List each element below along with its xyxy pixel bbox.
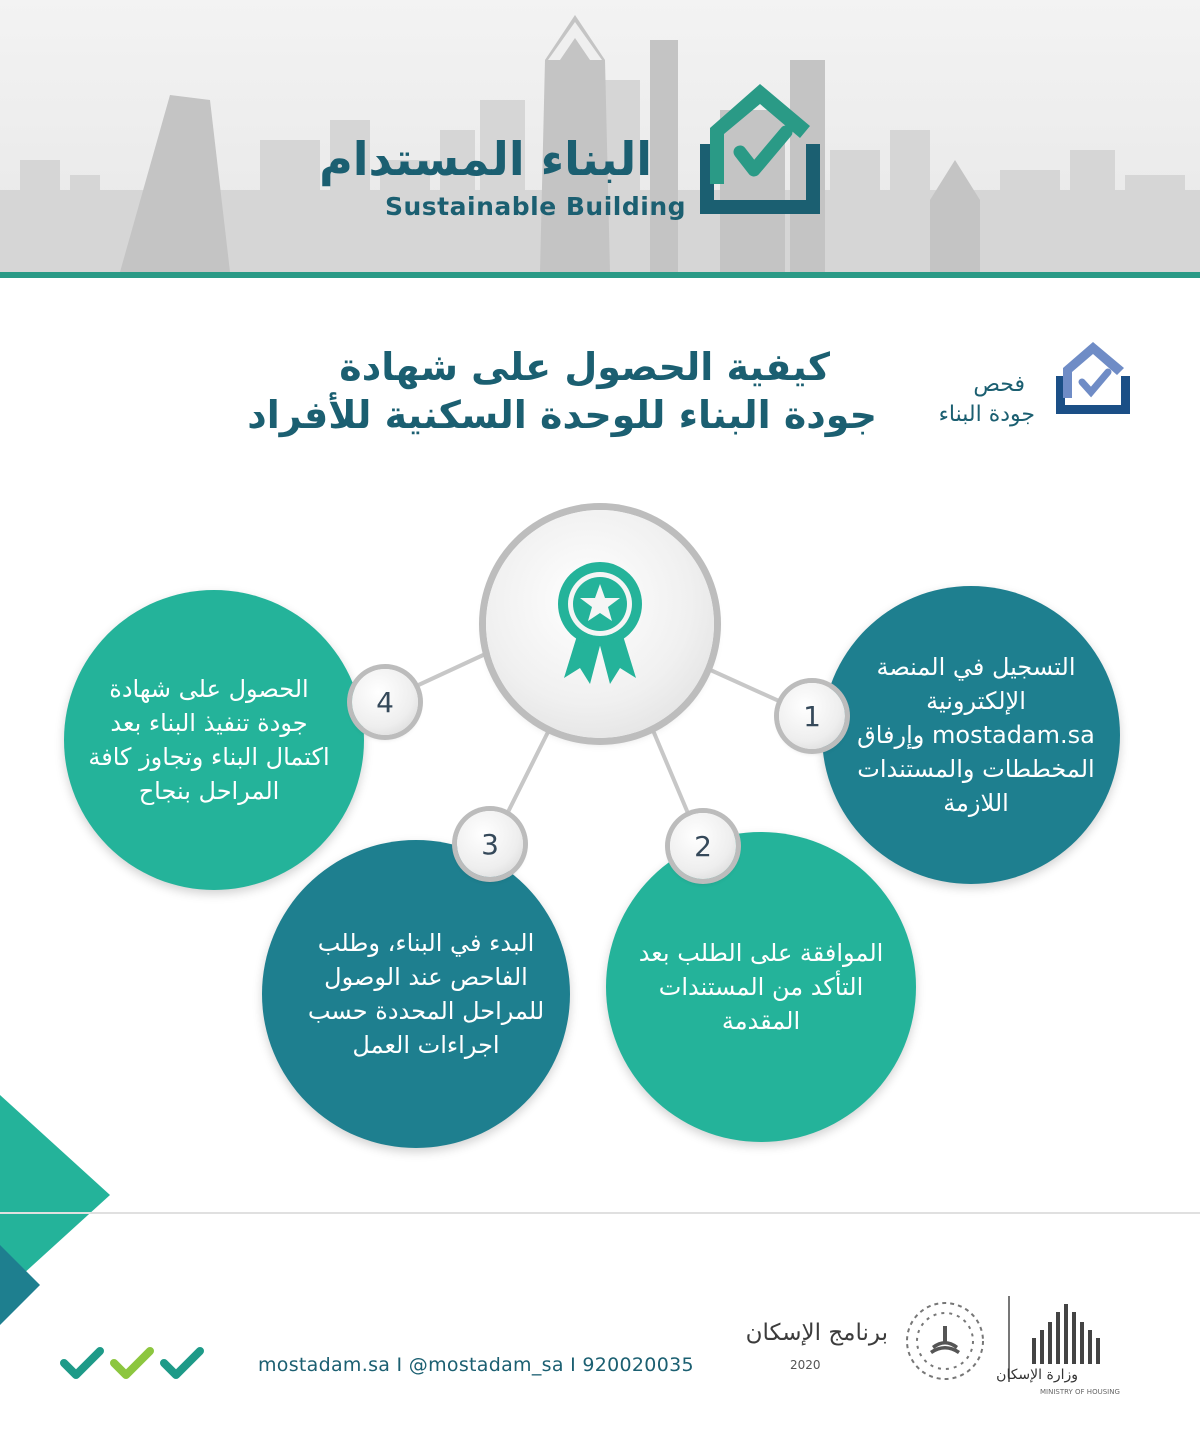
ministry-name-arabic: وزارة الإسكان [996,1367,1078,1383]
step-4-circle [64,590,364,890]
step-1-circle [822,586,1120,884]
award-ribbon-icon [550,556,650,686]
step-1-text: التسجيل في المنصة الإلكترونية mostadam.sa وإرفاق المخططات والمستندات اللازمة [857,653,1095,817]
ministry-logo-icon [1022,1298,1112,1368]
ministry-name-english: MINISTRY OF HOUSING [1040,1388,1120,1396]
step-1-number-badge: 1 [779,683,845,749]
checkmark-icon [164,1351,200,1375]
center-award-circle [486,510,714,738]
brand-name-arabic: البناء المستدام [319,132,652,186]
step-4-number-badge: 4 [352,669,418,735]
step-2-text: الموافقة على الطلب بعد التأكد من المستندات المقدمة [638,939,884,1035]
step-2-number-badge: 2 [670,813,736,879]
check-logo-label-line2: جودة البناء [938,402,1035,427]
page-title-line2: جودة البناء للوحدة السكنية للأفراد [247,393,877,437]
page-title-line1: كيفية الحصول على شهادة [339,345,830,389]
contact-info: mostadam.sa I @mostadam_sa I 920020035 [258,1354,694,1376]
checkmarks-decoration [60,1343,210,1383]
footer-divider [0,1212,1200,1214]
step-2-circle [606,832,916,1142]
saudi-emblem-icon [900,1296,990,1386]
step-3-circle [262,840,570,1148]
step-4-text: الحصول على شهادة جودة تنفيذ البناء بعد اكتمال البناء وتجاوز كافة المراحل بنجاح [88,675,330,805]
step-3-number-badge: 3 [457,811,523,877]
housing-program-year: 2020 [790,1358,821,1372]
step-3-text: البدء في البناء، وطلب الفاحص عند الوصول للمراحل المحددة حسب اجراءات العمل [307,929,545,1059]
checkmark-icon [64,1351,100,1375]
check-logo-label-line1: فحص [973,372,1025,397]
housing-program-label: برنامج الإسكان [745,1320,888,1346]
corner-decoration [0,1095,120,1345]
brand-name-english: Sustainable Building [385,192,687,221]
checkmark-icon [114,1351,150,1375]
